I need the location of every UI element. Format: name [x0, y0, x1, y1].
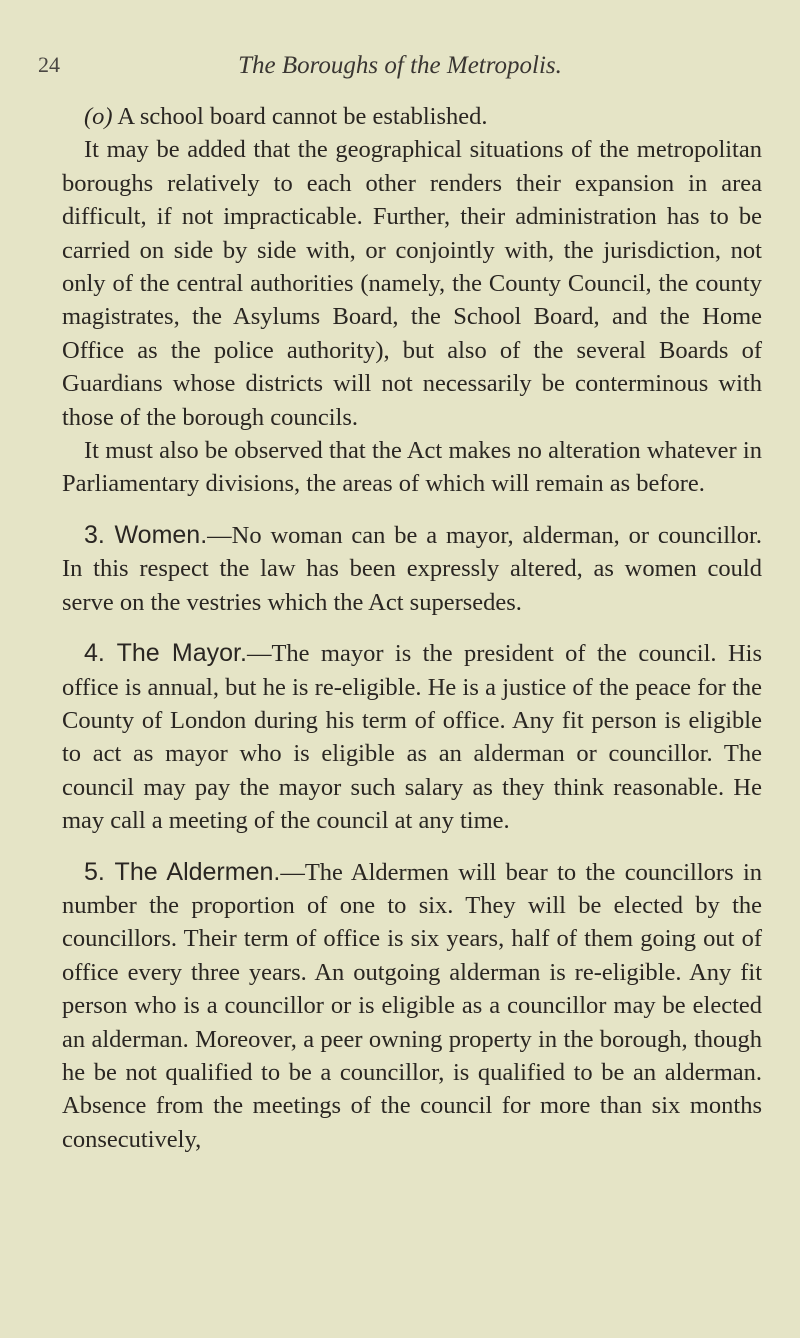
page-header — [0, 52, 800, 92]
section-text: —No woman can be a mayor, alderman, or councillor. In this respect the law has been expressly altered, as women could serve on the vestries which the Act supersedes. — [62, 521, 762, 616]
paragraph-text: A school board cannot be established. — [112, 103, 488, 130]
section-women — [62, 519, 762, 619]
paragraph-school-board — [62, 100, 762, 133]
running-title: The Boroughs of the Metropolis. — [238, 52, 562, 79]
section-text: —The mayor is the president of the council. His office is annual, but he is re-eligible. He is a justice of the peace for the County of London during his term of office. Any fit person is eligible to act as mayor who is eligible as an alderman or councillor. The council may pay the mayor such salary as they think reasonable. He may call a meeting of the council at any time. — [62, 640, 762, 835]
section-aldermen — [62, 856, 762, 1157]
body-text — [62, 100, 762, 1156]
page-number: 24 — [38, 52, 60, 77]
section-heading: 3. Women. — [84, 520, 208, 549]
paragraph-geography: It may be added that the geographical situations of the metropolitan boroughs relatively to each other renders their expansion in area difficult, if not impracticable. Further, their administration has to be carried on side by side with, or conjointly with, the jurisdiction, not only of the central authorities (namely, the County Council, the county magistrates, the Asylums Board, the School Board, and the Home Office as the police authority), but also of the several Boards of Guardians whose districts will not necessarily be conterminous with those of the borough councils. — [62, 136, 762, 431]
section-text: —The Aldermen will bear to the councillors in number the proportion of one to six. They will be elected by the councillors. Their term of office is six years, half of them going out of office every three years. An outgoing alderman is re-eligible. Any fit person who is a councillor or is eligible as a councillor may be elected an alderman. Moreover, a peer owning property in the borough, though he be not qualified to be a councillor, is qualified to be an alderman. Absence from the meetings of the council for more than six months consecutively, — [62, 858, 762, 1153]
paragraph-parliamentary: It must also be observed that the Act makes no alteration whatever in Parliamentary divisions, the areas of which will remain as before. — [62, 437, 762, 498]
section-heading: 4. The Mayor. — [84, 639, 247, 668]
section-heading: 5. The Aldermen. — [84, 857, 281, 886]
list-marker: (o) — [84, 103, 113, 130]
section-mayor — [62, 637, 762, 837]
